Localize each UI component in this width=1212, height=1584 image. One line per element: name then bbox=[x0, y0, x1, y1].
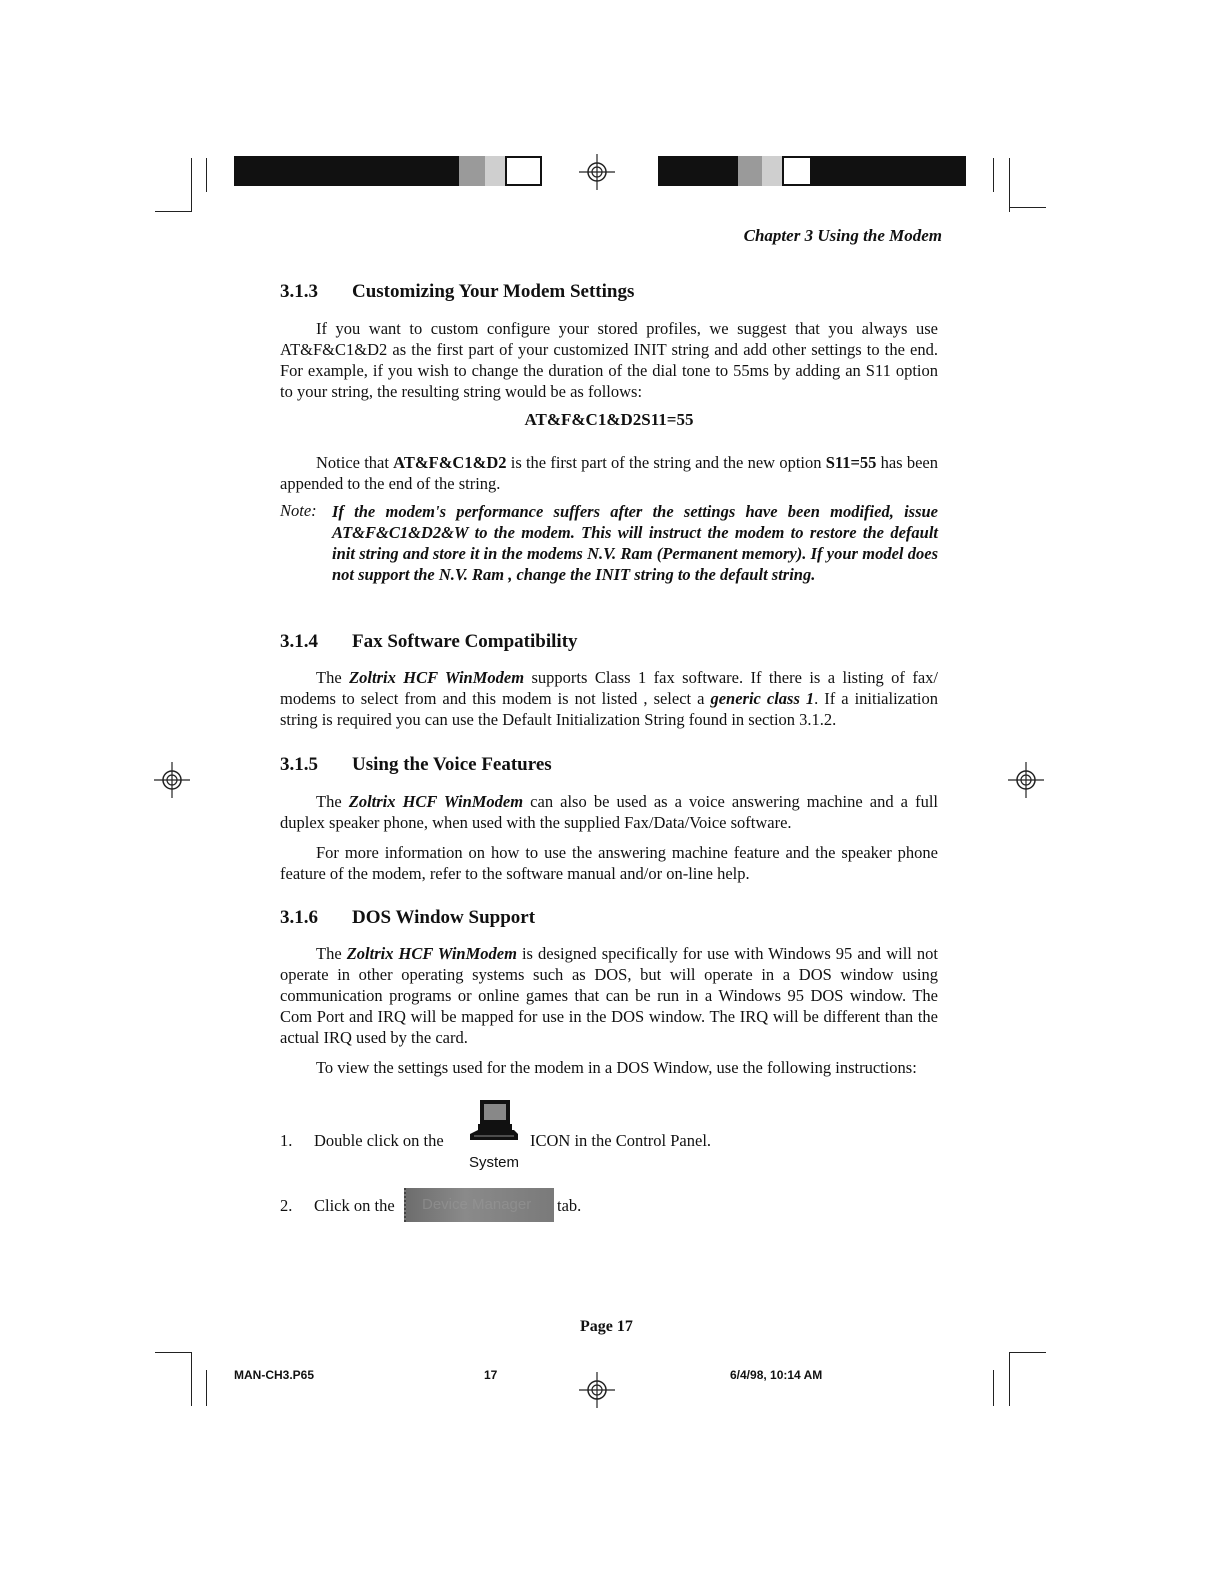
body-paragraph: Notice that AT&F&C1&D2 is the first part of the string and the new option S11=55 has been appended to the end of the string. bbox=[280, 453, 938, 493]
command-string: AT&F&C1&D2S11=55 bbox=[524, 410, 694, 429]
section-heading: 3.1.4 Fax Software Compatibility bbox=[280, 631, 578, 652]
crop-mark bbox=[206, 1370, 207, 1406]
body-paragraph: The Zoltrix HCF WinModem supports Class 1 fax software. If there is a listing of fax/ modems to select from and this modem is not listed , select a generic class 1. If a initialization string is required you can use the Default Initialization String found in section 3.1.2. bbox=[280, 668, 938, 729]
crop-mark bbox=[191, 158, 192, 212]
system-computer-icon[interactable] bbox=[468, 1098, 520, 1146]
note-label: Note: bbox=[280, 501, 317, 520]
instruction-step-2-cont: tab. bbox=[557, 1196, 582, 1215]
note-text: If the modem's performance suffers after the settings have been modified, issue AT&F&C1&D2&W to the modem. This will instruct the modem to restore the default init string and store it in the modems N.V. Ram (Permanent memory). If your model does not support the N.V. Ram , change the INIT string to the default string. bbox=[332, 502, 938, 584]
color-bar-right bbox=[658, 156, 966, 186]
body-paragraph: The Zoltrix HCF WinModem can also be used as a voice answering machine and a full duplex speaker phone, when used with the supplied Fax/Data/Voice software. bbox=[280, 792, 938, 832]
crop-mark bbox=[155, 1352, 192, 1353]
registration-mark-icon bbox=[579, 1372, 615, 1408]
crop-mark bbox=[191, 1352, 192, 1406]
instruction-step-1-cont: ICON in the Control Panel. bbox=[530, 1131, 712, 1150]
footer-page: 17 bbox=[484, 1368, 498, 1382]
registration-mark-icon bbox=[1008, 762, 1044, 798]
body-paragraph: For more information on how to use the answering machine feature and the speaker phone feature of the modem, refer to the software manual and/or on-line help. bbox=[280, 843, 938, 883]
body-paragraph: To view the settings used for the modem in a DOS Window, use the following instructions: bbox=[316, 1058, 917, 1077]
section-heading: 3.1.6 DOS Window Support bbox=[280, 907, 536, 928]
crop-mark bbox=[206, 158, 207, 192]
section-heading: 3.1.3 Customizing Your Modem Settings bbox=[280, 281, 635, 302]
crop-mark bbox=[155, 211, 192, 212]
crop-mark bbox=[1009, 1352, 1010, 1406]
body-paragraph: The Zoltrix HCF WinModem is designed specifically for use with Windows 95 and will not operate in other operating systems such as DOS, but will operate in a DOS window using communication programs or online games that can be run in a Windows 95 DOS window. The Com Port and IRQ will be mapped for use in the DOS window. The IRQ will be different than the actual IRQ used by the card. bbox=[280, 944, 939, 1047]
section-heading: 3.1.5 Using the Voice Features bbox=[280, 754, 552, 775]
crop-mark bbox=[993, 158, 994, 192]
registration-mark-icon bbox=[154, 762, 190, 798]
body-paragraph: If you want to custom configure your stored profiles, we suggest that you always use AT&F&C1&D2 as the first part of your customized INIT string and add other settings to the end. For example, if you wish to change the duration of the dial tone to 55ms by adding an S11 option to your string, the resulting string would be as follows: bbox=[280, 319, 938, 401]
device-manager-tab[interactable]: Device Manager bbox=[404, 1188, 554, 1222]
crop-mark bbox=[1009, 207, 1046, 208]
registration-mark-icon bbox=[579, 154, 615, 190]
instruction-step-1: 1. Double click on the bbox=[280, 1131, 444, 1150]
running-header: Chapter 3 Using the Modem bbox=[743, 226, 942, 245]
instruction-step-2: 2. Click on the bbox=[280, 1196, 395, 1215]
crop-mark bbox=[1009, 158, 1010, 212]
color-bar-left bbox=[234, 156, 542, 186]
footer-timestamp: 6/4/98, 10:14 AM bbox=[730, 1368, 823, 1382]
page-number: Page 17 bbox=[580, 1318, 633, 1335]
system-icon-label: System bbox=[469, 1154, 520, 1171]
crop-mark bbox=[993, 1370, 994, 1406]
crop-mark bbox=[1009, 1352, 1046, 1353]
footer-filename: MAN-CH3.P65 bbox=[234, 1368, 315, 1382]
